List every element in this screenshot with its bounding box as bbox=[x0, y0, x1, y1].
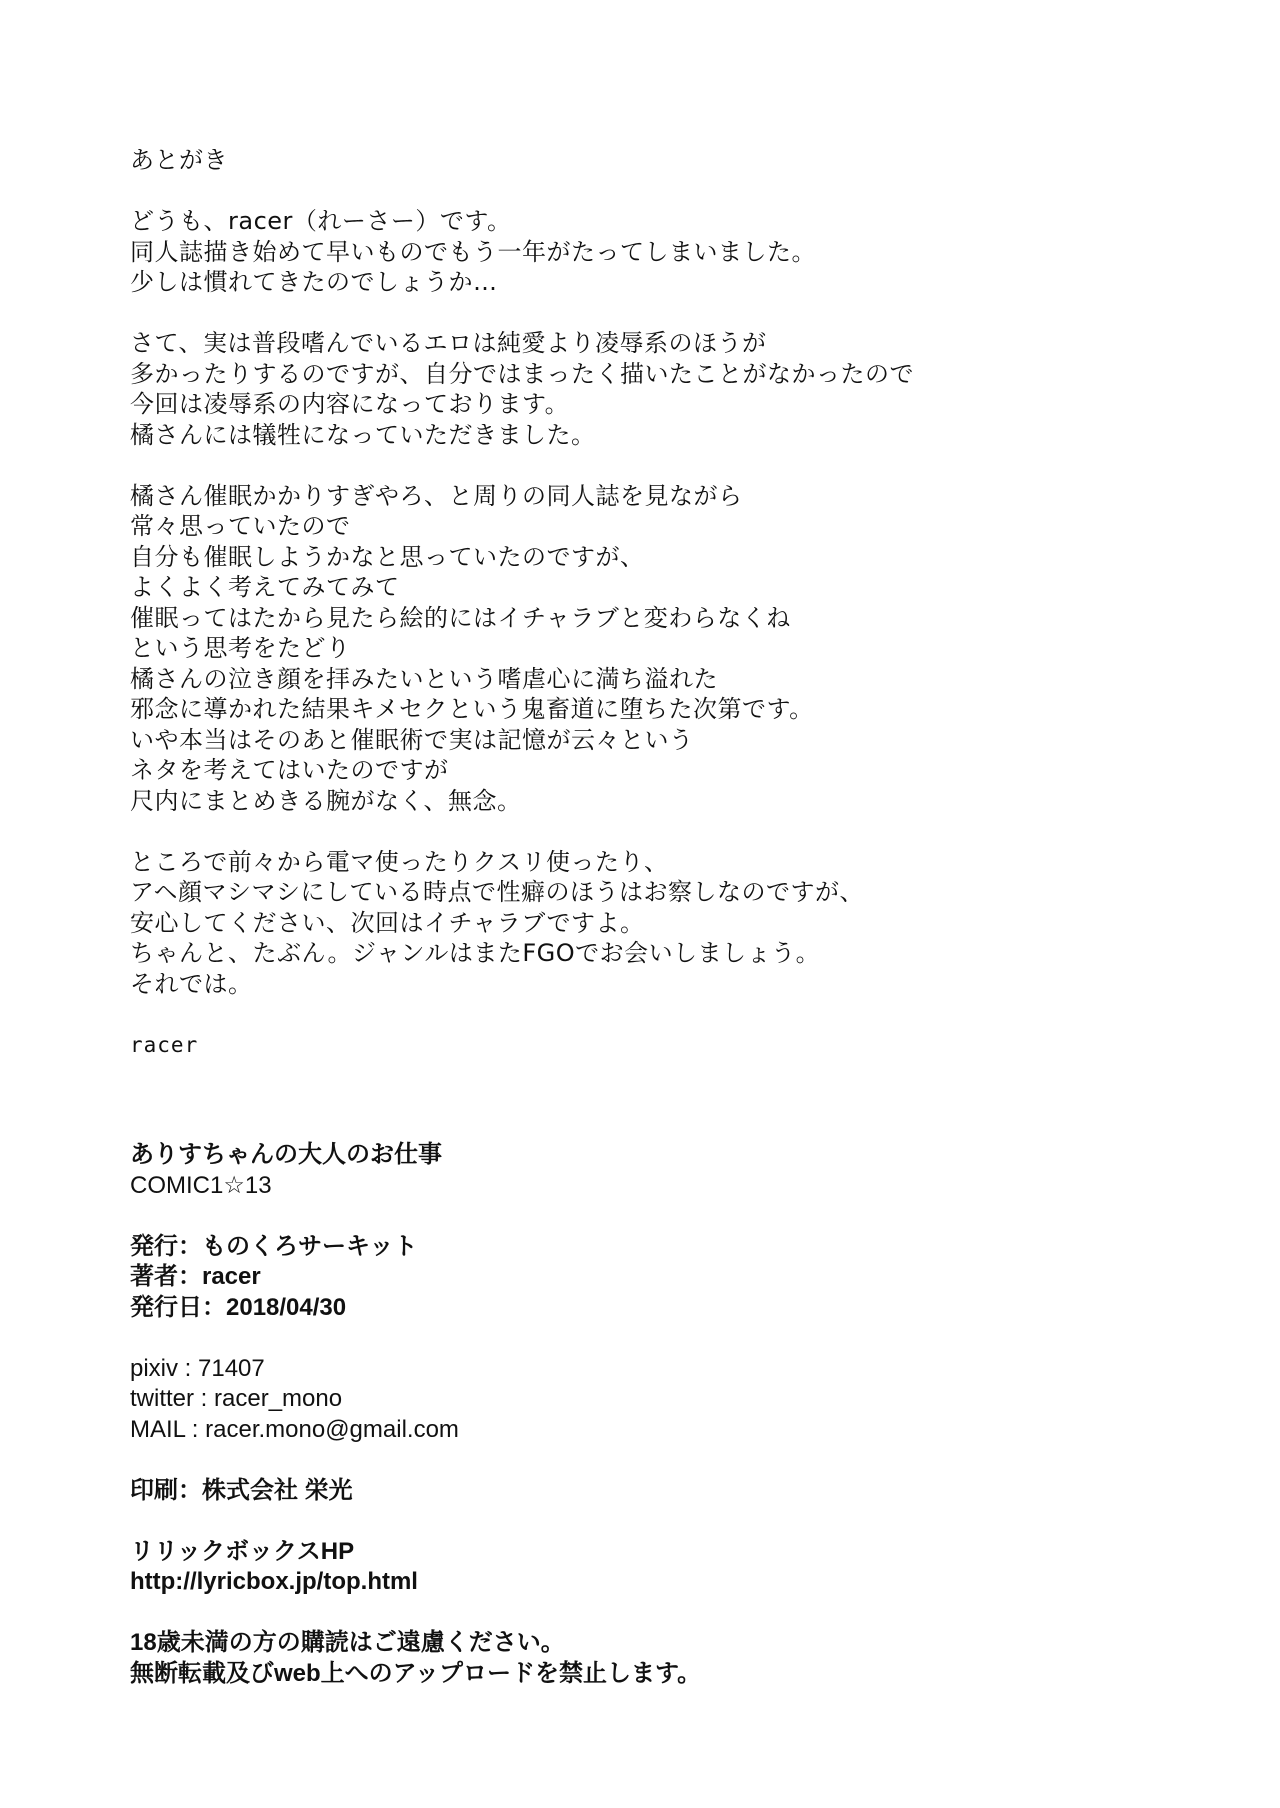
paragraph-gap bbox=[130, 1506, 1170, 1537]
reproduction-notice: 無断転載及びweb上へのアップロードを禁止します。 bbox=[130, 1659, 702, 1687]
afterword-line: いや本当はそのあと催眠術で実は記憶が云々という bbox=[130, 725, 694, 754]
afterword-line: 橘さん催眠かかりすぎやろ、と周りの同人誌を見ながら bbox=[130, 481, 743, 510]
afterword-line: 尺内にまとめきる腕がなく、無念。 bbox=[130, 786, 522, 815]
afterword-line: それでは。 bbox=[130, 969, 253, 998]
afterword-line: どうも、racer（れーさー）です。 bbox=[130, 207, 512, 235]
afterword-line: アヘ顔マシマシにしている時点で性癖のほうはお察しなのですが、 bbox=[130, 878, 865, 906]
afterword-line: 橘さんの泣き顔を拝みたいという嗜虐心に満ち溢れた bbox=[130, 664, 718, 693]
paragraph-gap bbox=[130, 298, 1170, 329]
afterword-line: 安心してください、次回はイチャラブですよ。 bbox=[130, 908, 645, 937]
twitter-line: twitter : racer_mono bbox=[130, 1385, 343, 1412]
colophon-section bbox=[130, 1140, 1170, 1689]
afterword-heading: あとがき bbox=[130, 146, 228, 174]
homepage-label: リリックボックスHP bbox=[130, 1537, 355, 1565]
afterword-section bbox=[130, 145, 1170, 1060]
afterword-line: という思考をたどり bbox=[130, 634, 351, 662]
event-name: COMIC1☆13 bbox=[130, 1171, 272, 1199]
afterword-line: よくよく考えてみてみて bbox=[130, 573, 400, 601]
afterword-line: 邪念に導かれた結果キメセクという鬼畜道に堕ちた次第です。 bbox=[130, 695, 814, 723]
paragraph-gap bbox=[130, 1598, 1170, 1629]
paragraph-gap bbox=[130, 1445, 1170, 1476]
paragraph-gap bbox=[130, 450, 1170, 481]
author-line: 著者：racer bbox=[130, 1263, 261, 1290]
afterword-line: 自分も催眠しようかなと思っていたのですが、 bbox=[130, 542, 645, 571]
afterword-line: 橘さんには犠牲になっていただきました。 bbox=[130, 420, 596, 449]
pixiv-line: pixiv : 71407 bbox=[130, 1354, 265, 1382]
afterword-line: ネタを考えてはいたのですが bbox=[130, 756, 449, 784]
publish-date-line: 発行日：2018/04/30 bbox=[130, 1293, 347, 1321]
publisher-line: 発行：ものくろサーキット bbox=[130, 1232, 418, 1260]
homepage-url: http://lyricbox.jp/top.html bbox=[130, 1568, 418, 1595]
afterword-line: 今回は凌辱系の内容になっております。 bbox=[130, 390, 570, 418]
afterword-line: 少しは慣れてきたのでしょうか… bbox=[130, 268, 498, 296]
paragraph-gap bbox=[130, 1323, 1170, 1354]
paragraph-gap bbox=[130, 999, 1170, 1030]
afterword-line: 催眠ってはたから見たら絵的にはイチャラブと変わらなくね bbox=[130, 603, 791, 632]
paragraph-gap bbox=[130, 1201, 1170, 1232]
mail-line: MAIL : racer.mono@gmail.com bbox=[130, 1415, 459, 1443]
book-title: ありすちゃんの大人のお仕事 bbox=[130, 1141, 442, 1168]
afterword-signature: racer bbox=[130, 1032, 199, 1057]
paragraph-gap bbox=[130, 176, 1170, 207]
afterword-line: ちゃんと、たぶん。ジャンルはまたFGOでお会いしましょう。 bbox=[130, 939, 821, 967]
afterword-line: ところで前々から電マ使ったりクスリ使ったり、 bbox=[130, 847, 669, 876]
afterword-line: 同人誌描き始めて早いものでもう一年がたってしまいました。 bbox=[130, 237, 816, 266]
paragraph-gap bbox=[130, 816, 1170, 847]
afterword-line: 多かったりするのですが、自分ではまったく描いたことがなかったので bbox=[130, 359, 914, 388]
afterword-line: 常々思っていたので bbox=[130, 512, 351, 540]
afterword-line: さて、実は普段嗜んでいるエロは純愛より凌辱系のほうが bbox=[130, 329, 767, 357]
printer-line: 印刷：株式会社 栄光 bbox=[130, 1476, 353, 1504]
age-notice: 18歳未満の方の購読はご遠慮ください。 bbox=[130, 1629, 565, 1656]
